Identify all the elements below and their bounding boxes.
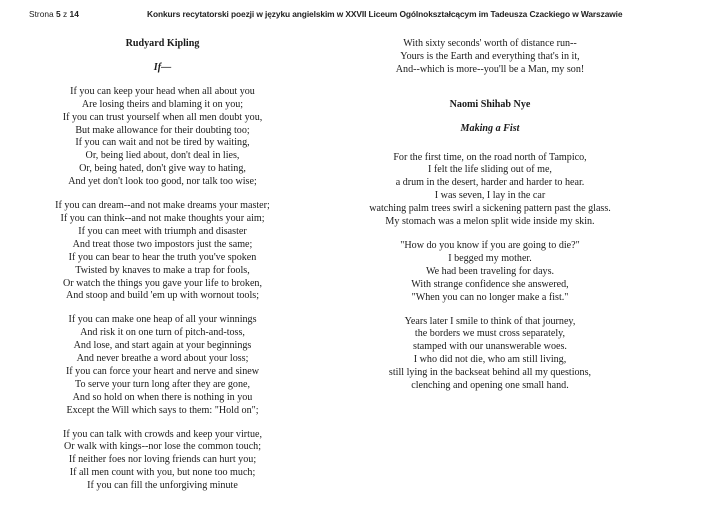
left-column <box>40 38 285 493</box>
poem-line: But make allowance for their doubting too; <box>75 124 250 136</box>
poem-line: And--which is more--you'll be a Man, my son! <box>395 63 585 75</box>
poem-line: And stoop and build 'em up with wornout tools; <box>65 290 260 302</box>
poem-line: Yours is the Earth and everything that's in it, <box>400 50 580 62</box>
poem-line: If you can make one heap of all your winnings <box>68 314 257 326</box>
poem-line: still lying in the backseat behind all my questions, <box>388 367 592 379</box>
poem-line: We had been traveling for days. <box>425 265 555 277</box>
poem-line: With sixty seconds' worth of distance run-- <box>403 38 577 49</box>
poem-line: For the first time, on the road north of Tampico, <box>393 151 587 163</box>
running-header <box>29 9 709 23</box>
poem-line: Or walk with kings--nor lose the common touch; <box>63 441 262 453</box>
stanza <box>368 316 612 393</box>
poem-line: watching palm trees swirl a sickening pattern past the glass. <box>369 203 611 215</box>
poem-line: Twisted by knaves to make a trap for fools, <box>75 264 250 276</box>
poem-line: If neither foes nor loving friends can hurt you; <box>68 454 257 466</box>
poem-line: My stomach was a melon split wide inside my skin. <box>385 216 595 228</box>
poem-line: If you can force your heart and nerve and sinew <box>65 365 260 377</box>
stanza <box>40 86 285 189</box>
poem-line: If you can keep your head when all about you <box>70 85 255 97</box>
poem-line: To serve your turn long after they are gone, <box>74 378 251 390</box>
poem-line: I felt the life sliding out of me, <box>428 164 552 176</box>
page-number: Strona 5 z 14 <box>29 9 79 19</box>
poem-line: I begged my mother. <box>448 252 532 264</box>
poem-line: Or, being lied about, don't deal in lies, <box>85 150 240 162</box>
stanza <box>368 38 612 77</box>
poem-title: If— <box>153 61 172 73</box>
poem-author: Naomi Shihab Nye <box>449 98 531 110</box>
poem-line: Except the Will which says to them: "Hold on"; <box>66 404 259 416</box>
poem-line: Or, being hated, don't give way to hating, <box>79 163 246 175</box>
poem-line: And lose, and start again at your beginnings <box>73 340 252 352</box>
poem-line: clenching and opening one small hand. <box>411 380 569 392</box>
poem-title: Making a Fist <box>460 122 520 134</box>
poem-line: If you can wait and not be tired by waiting, <box>75 137 250 149</box>
poem-line: If you can dream--and not make dreams your master; <box>55 200 270 212</box>
stanza <box>40 429 285 494</box>
poem-line: If all men count with you, but none too much; <box>69 467 256 479</box>
poem-line: With strange confidence she answered, <box>411 278 569 290</box>
poem-line: And treat those two impostors just the same; <box>72 238 253 250</box>
poem-line: Years later I smile to think of that journey, <box>404 315 576 327</box>
poem-line: a drum in the desert, harder and harder to hear. <box>395 177 585 189</box>
poem-author: Rudyard Kipling <box>125 38 200 49</box>
poem-line: If you can trust yourself when all men doubt you, <box>62 111 263 123</box>
poem-line: I who did not die, who am still living, <box>413 354 567 366</box>
contest-title: Konkurs recytatorski poezji w języku angielskim w XXVII Liceum Ogólnokształcącym im Tadeusza Czackiego w Warszawie <box>147 9 623 19</box>
poem-line: "How do you know if you are going to die?" <box>400 239 580 251</box>
stanza <box>368 152 612 229</box>
poem-line: If you can fill the unforgiving minute <box>87 480 238 492</box>
poem-line: And never breathe a word about your loss; <box>76 353 249 365</box>
poem-line: Are losing theirs and blaming it on you; <box>81 98 244 110</box>
poem-line: I was seven, I lay in the car <box>434 190 546 202</box>
stanza <box>40 200 285 303</box>
poem-line: "When you can no longer make a fist." <box>411 291 569 303</box>
stanza <box>368 240 612 305</box>
right-column <box>368 38 612 393</box>
poem-line: And yet don't look too good, nor talk too wise; <box>68 176 257 188</box>
poem-line: And so hold on when there is nothing in you <box>72 391 253 403</box>
stanza <box>40 314 285 417</box>
poem-line: the borders we must cross separately, <box>414 328 566 340</box>
poem-line: If you can meet with triumph and disaster <box>78 225 247 237</box>
poem-line: Or watch the things you gave your life to broken, <box>62 277 263 289</box>
poem-line: If you can think--and not make thoughts your aim; <box>60 212 265 224</box>
poem-line: If you can talk with crowds and keep your virtue, <box>62 428 262 440</box>
poem-line: If you can bear to hear the truth you've spoken <box>68 251 257 263</box>
poem-line: And risk it on one turn of pitch-and-toss, <box>80 327 245 339</box>
poem-line: stamped with our unanswerable woes. <box>413 341 567 353</box>
